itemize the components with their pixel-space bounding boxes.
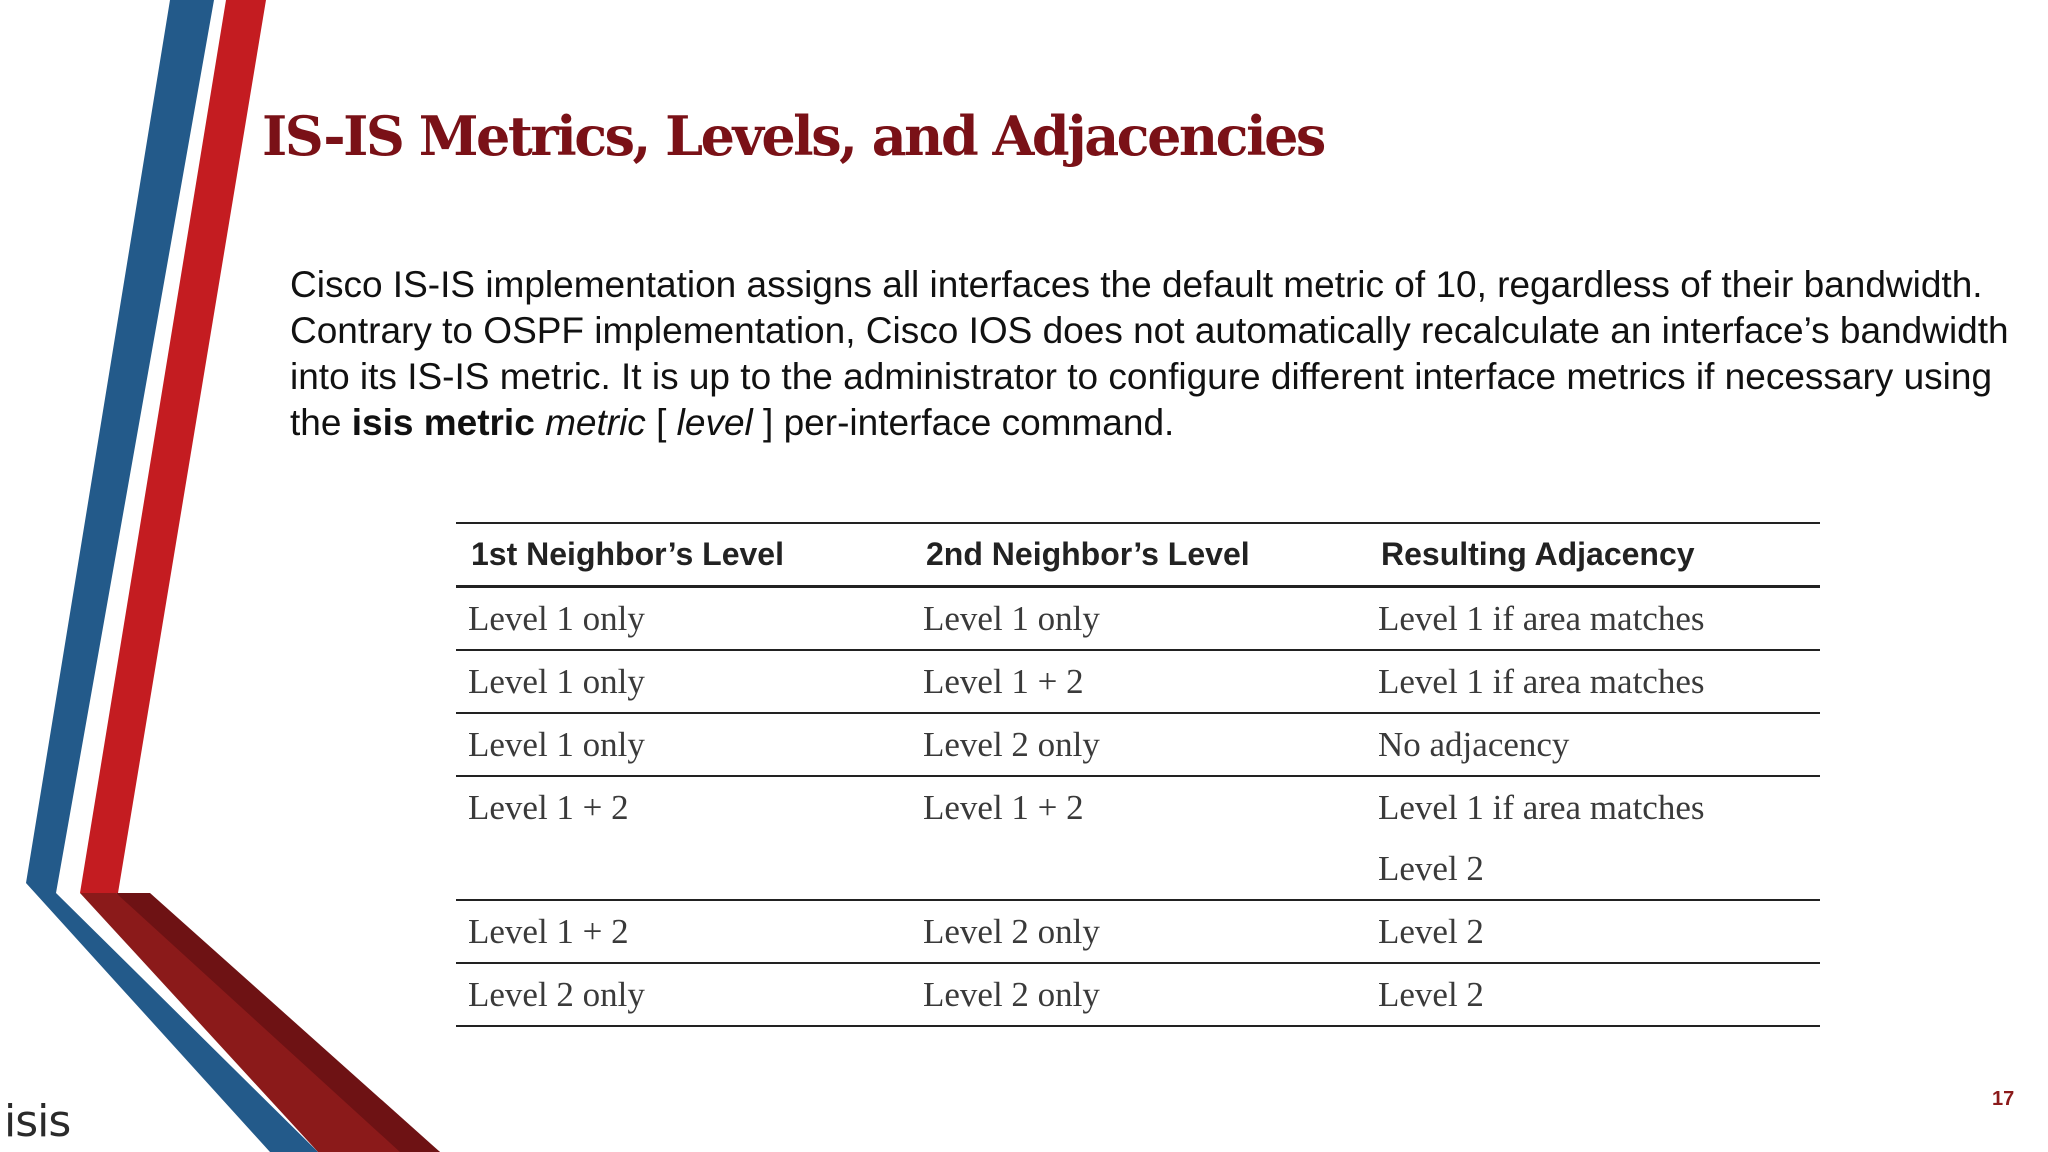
command-arg-level: level <box>676 402 753 443</box>
cell-second-neighbor: Level 1 + 2 <box>923 662 1084 701</box>
cell-result: No adjacency <box>1378 725 1570 764</box>
page-number: 17 <box>1992 1088 2015 1110</box>
table-row <box>456 713 1820 776</box>
cell-result: Level 2 <box>1378 975 1484 1014</box>
description-paragraph <box>290 262 2010 446</box>
cell-text: Level 1 + 2 <box>923 788 1084 827</box>
description-text: Cisco IS-IS implementation assigns all interfaces the default metric of 10, regardless of their bandwidth. Contrary to OSPF implementation, Cisco IOS does not automatically recalculate an interface’s bandwidth into its IS-IS metric. It is up to the administrator to configure different interface metrics if necessary using the <box>290 264 2009 443</box>
cell-result: Level 1 if area matches <box>1378 599 1705 638</box>
table-header-row <box>456 523 1820 587</box>
table-header <box>456 523 1820 587</box>
cell-text: Level 1 if area matches <box>1378 788 1705 827</box>
header-resulting-adjacency: Resulting Adjacency <box>1381 536 1695 572</box>
table-body <box>456 587 1820 1027</box>
command-arg-metric: metric <box>545 402 646 443</box>
cell-text: Level 2 <box>1378 849 1484 888</box>
cell-first-neighbor: Level 2 only <box>468 975 645 1014</box>
command-name: isis metric <box>351 402 535 443</box>
cell-second-neighbor: Level 1 only <box>923 599 1100 638</box>
cell-text: Level 1 + 2 <box>468 788 629 827</box>
cell-first-neighbor: Level 1 + 2 <box>468 912 629 951</box>
logo: isis <box>4 1096 71 1147</box>
description-tail: per-interface command. <box>783 402 1175 443</box>
cell-second-neighbor: Level 2 only <box>923 725 1100 764</box>
table-row <box>456 963 1820 1026</box>
cell-result <box>1366 776 1820 900</box>
table-row <box>456 587 1820 651</box>
table-row <box>456 776 1820 900</box>
adjacency-table <box>456 522 1820 1027</box>
cell-first-neighbor: Level 1 only <box>468 662 645 701</box>
page-title: IS-IS Metrics, Levels, and Adjacencies <box>262 104 1324 168</box>
cell-second-neighbor <box>911 776 1366 900</box>
bracket-close: ] <box>763 402 774 443</box>
cell-second-neighbor: Level 2 only <box>923 975 1100 1014</box>
cell-second-neighbor: Level 2 only <box>923 912 1100 951</box>
cell-first-neighbor: Level 1 only <box>468 725 645 764</box>
cell-result: Level 2 <box>1378 912 1484 951</box>
header-second-neighbor: 2nd Neighbor’s Level <box>926 536 1250 572</box>
cell-result: Level 1 if area matches <box>1378 662 1705 701</box>
cell-first-neighbor <box>456 776 911 900</box>
adjacency-table-container <box>456 522 1820 1027</box>
header-first-neighbor: 1st Neighbor’s Level <box>471 536 784 572</box>
bracket-open: [ <box>656 402 667 443</box>
table-row <box>456 900 1820 963</box>
cell-first-neighbor: Level 1 only <box>468 599 645 638</box>
table-row <box>456 650 1820 713</box>
